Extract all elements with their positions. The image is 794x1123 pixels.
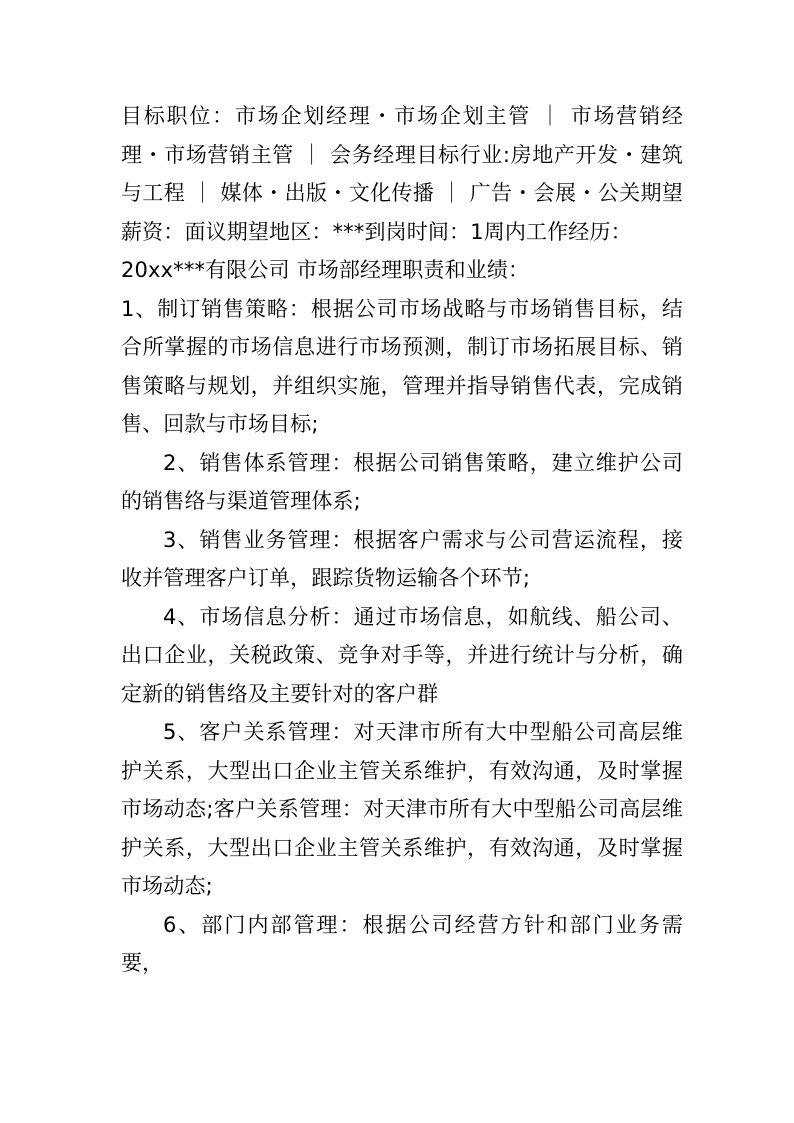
duty-item-2: 2、销售体系管理：根据公司销售策略，建立维护公司的销售络与渠道管理体系; (121, 450, 683, 513)
duty-item-4: 4、市场信息分析：通过市场信息，如航线、船公司、出口企业，关税政策、竞争对手等，并进行统计与分析，确定新的销售络及主要针对的客户群 (121, 604, 683, 706)
company-line: 20xx***有限公司 市场部经理职责和业绩： (121, 258, 530, 282)
duty-item-1: 1、制订销售策略：根据公司市场战略与市场销售目标，结合所掌握的市场信息进行市场预测，制订市场拓展目标、销售策略与规划，并组织实施，管理并指导销售代表，完成销售、回款与市场目标; (121, 296, 683, 436)
job-objective-paragraph: 目标职位：市场企划经理・市场企划主管 ｜ 市场营销经理・市场营销主管 ｜ 会务经理目标行业:房地产开发・建筑与工程 ｜ 媒体・出版・文化传播 ｜ 广告・会展・公关期望薪资：面议期望地区：***到岗时间：1周内工作经历： (121, 104, 683, 244)
duty-item-6: 6、部门内部管理：根据公司经营方针和部门业务需要， (121, 912, 683, 975)
duty-item-5: 5、客户关系管理：对天津市所有大中型船公司高层维护关系，大型出口企业主管关系维护，有效沟通，及时掌握市场动态;客户关系管理：对天津市所有大中型船公司高层维护关系，大型出口企业主管关系维护，有效沟通，及时掌握市场动态; (121, 720, 683, 898)
document-body (121, 97, 683, 983)
duty-item-3: 3、销售业务管理：根据客户需求与公司营运流程，接收并管理客户订单，跟踪货物运输各个环节; (121, 527, 683, 590)
